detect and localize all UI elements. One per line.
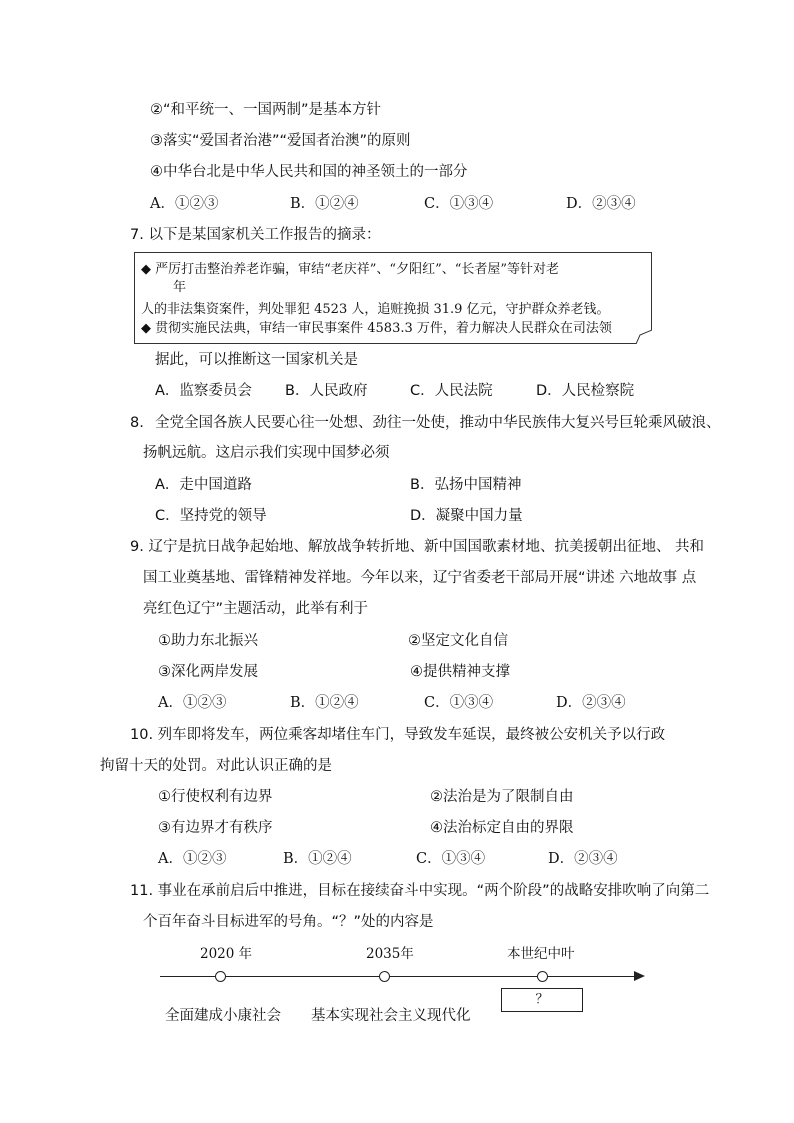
q8-stem-line-1: 全党全国各族人民要心往一处想、劲往一处使，推动中华民族伟大复兴号巨轮乘风破浪、 xyxy=(155,415,721,431)
q6-choice-a: A．①②③ xyxy=(150,196,219,212)
q8-choice-a: A．走中国道路 xyxy=(155,477,252,493)
q10-option-1: ①行使权利有边界 xyxy=(158,789,273,805)
q7-choice-c: C．人民法院 xyxy=(410,383,493,399)
q7-question: 据此，可以推断这一国家机关是 xyxy=(155,352,358,368)
q6-option-4: ④中华台北是中华人民共和国的神圣领土的一部分 xyxy=(150,164,468,180)
page-fold-icon xyxy=(636,330,652,344)
timeline-year-2020: 2020 年 xyxy=(200,946,253,962)
q10-option-4: ④法治标定自由的界限 xyxy=(430,820,574,836)
q9-stem-line-2: 国工业奠基地、雷锋精神发祥地。今年以来，辽宁省委老干部局开展“讲述 六地故事 点 xyxy=(143,570,697,586)
q8-stem-line-2: 扬帆远航。这启示我们实现中国梦必须 xyxy=(143,445,390,461)
timeline-unknown-goal-box xyxy=(501,988,583,1012)
q7-excerpt-line-2: 人的非法集资案件，判处罪犯 4523 人，追赃挽损 31.9 亿元，守护群众养老钱。 xyxy=(141,302,610,317)
timeline-node-2020 xyxy=(215,971,226,982)
q8-choice-c: C．坚持党的领导 xyxy=(155,508,267,524)
q6-option-3: ③落实“爱国者治港”“爱国者治澳”的原则 xyxy=(150,133,411,149)
timeline-goal-2035: 基本实现社会主义现代化 xyxy=(311,1008,471,1024)
timeline-node-2035 xyxy=(379,971,390,982)
q7-excerpt-line-1-wrap: 年 xyxy=(173,280,187,295)
q10-choice-a: A．①②③ xyxy=(158,851,227,867)
q7-choice-b: B．人民政府 xyxy=(285,383,368,399)
q7-excerpt-line-1: ◆ 严厉打击整治养老诈骗，审结“老庆祥”、“夕阳红”、“长者屋”等针对老 xyxy=(141,262,560,277)
q6-option-2: ②“和平统一、一国两制”是基本方针 xyxy=(150,102,382,118)
q7-choice-d: D．人民检察院 xyxy=(536,383,635,399)
q7-excerpt-line-3: ◆ 贯彻实施民法典，审结一审民事案件 4583.3 万件，着力解决人民群众在司法领 xyxy=(141,321,612,336)
q8-number: 8. xyxy=(130,415,144,431)
q9-option-4: ④提供精神支撑 xyxy=(410,664,510,680)
q6-choice-c: C．①③④ xyxy=(424,196,494,212)
q10-stem-line-2: 拘留十天的处罚。对此认识正确的是 xyxy=(100,758,332,774)
q8-choice-d: D．凝聚中国力量 xyxy=(410,508,523,524)
q11-stem-line-1: 11. 事业在承前启后中推进，目标在接续奋斗中实现。“两个阶段”的战略安排吹响了向第二 xyxy=(130,883,710,899)
q9-choice-c: C．①③④ xyxy=(424,695,494,711)
q7-stem: 7. 以下是某国家机关工作报告的摘录： xyxy=(130,227,381,243)
timeline-arrow-icon xyxy=(634,971,645,981)
q11-stem-line-2: 个百年奋斗目标进军的号角。“？”处的内容是 xyxy=(143,914,434,930)
q9-choice-d: D．②③④ xyxy=(556,695,626,711)
q7-report-excerpt-box xyxy=(134,252,652,344)
q10-choice-d: D．②③④ xyxy=(548,851,618,867)
timeline-question-mark: ？ xyxy=(535,992,549,1007)
q9-stem-line-1: 9. 辽宁是抗日战争起始地、解放战争转折地、新中国国歌素材地、抗美援朝出征地、 共和 xyxy=(130,539,705,555)
q10-choice-b: B．①②④ xyxy=(283,851,352,867)
q10-option-3: ③有边界才有秩序 xyxy=(158,820,273,836)
q9-choice-a: A．①②③ xyxy=(158,695,227,711)
q8-choice-b: B．弘扬中国精神 xyxy=(410,477,522,493)
q9-option-1: ①助力东北振兴 xyxy=(158,633,258,649)
q7-choice-a: A．监察委员会 xyxy=(155,383,252,399)
timeline-year-mid-century: 本世纪中叶 xyxy=(507,946,575,962)
q6-choice-b: B．①②④ xyxy=(290,196,359,212)
timeline-goal-2020: 全面建成小康社会 xyxy=(165,1008,281,1024)
q9-option-2: ②坚定文化自信 xyxy=(408,633,508,649)
q9-stem-line-3: 亮红色辽宁”主题活动，此举有利于 xyxy=(143,601,369,617)
q9-choice-b: B．①②④ xyxy=(290,695,359,711)
timeline-node-mid-century xyxy=(537,971,548,982)
q10-option-2: ②法治是为了限制自由 xyxy=(430,789,574,805)
q9-option-3: ③深化两岸发展 xyxy=(158,664,258,680)
q10-choice-c: C．①③④ xyxy=(416,851,486,867)
q10-stem-line-1: 10. 列车即将发车，两位乘客却堵住车门，导致发车延误，最终被公安机关予以行政 xyxy=(130,727,666,743)
timeline-year-2035: 2035年 xyxy=(366,946,414,962)
timeline-axis xyxy=(160,976,636,977)
q6-choice-d: D．②③④ xyxy=(566,196,636,212)
